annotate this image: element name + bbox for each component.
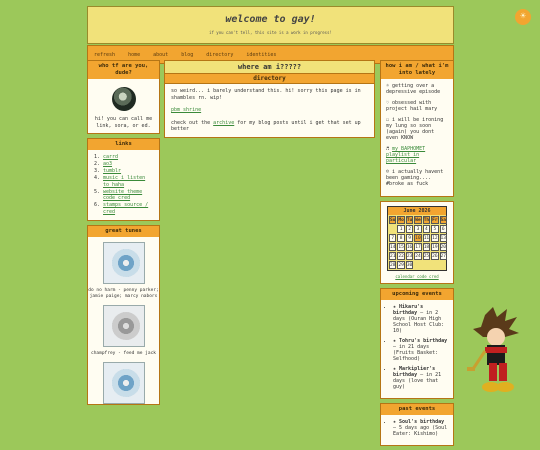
- upcoming-events-box: upcoming events • ★ Hikaru's birthday — in 2 days (Ouran High School Host Club: 10) • ★ Tohru's birthday — in 21 days (Fruits Basket: Selfhood) • ★ Markiplier's birthday — in 21 days (love that guy): [380, 288, 454, 399]
- calendar-credit-link[interactable]: calendar code cred: [395, 274, 439, 279]
- calendar-date-cell[interactable]: 13: [440, 236, 446, 241]
- calendar-date-cell[interactable]: 2: [406, 225, 413, 233]
- whoami-text: hi! you can call me link, sora, or ed.: [94, 116, 153, 129]
- calendar-date-cell[interactable]: 26: [432, 254, 438, 259]
- album-cover-icon: [103, 362, 145, 404]
- link-music[interactable]: music i listen to haha: [103, 175, 146, 188]
- calendar-day-header: Tu: [406, 218, 413, 223]
- calendar-empty-cell: [423, 261, 430, 269]
- link-ao3[interactable]: ao3: [103, 161, 113, 167]
- calendar-date-cell[interactable]: 14: [390, 245, 396, 250]
- calendar-date-cell[interactable]: 29: [398, 263, 404, 268]
- album-cover-icon: [103, 242, 145, 284]
- calendar-day-header: We: [415, 218, 421, 223]
- links-title: links: [88, 139, 159, 150]
- calendar-date-cell[interactable]: 16: [406, 245, 413, 250]
- site-title: welcome to gay!: [225, 14, 316, 25]
- calendar-day-header: Mo: [398, 218, 404, 223]
- character-sprite-icon: [463, 307, 527, 399]
- whoami-box: [87, 60, 160, 134]
- calendar-date-cell[interactable]: 23: [406, 254, 413, 259]
- nav-directory[interactable]: directory: [206, 51, 234, 58]
- calendar-day-header: Su: [390, 218, 396, 223]
- calendar-date-cell[interactable]: 10: [415, 236, 421, 241]
- calendar-empty-cell: [389, 225, 396, 233]
- link-theme-cred[interactable]: website theme code cred: [103, 188, 143, 201]
- calendar-date-cell[interactable]: 15: [398, 245, 404, 250]
- calendar-day-header: Sa: [440, 218, 446, 223]
- status-box: how i am / what i'm into lately ☼ getting over a depressive episode ♡ obsessed with project hail mary ☐ i will be ironing my lung so soon (again) you dont even KNOW ♬ my BAPHOMET playlist in particular ☺ i actually havent been gaming.... #broke as fuck: [380, 60, 454, 197]
- nav-refresh[interactable]: refresh: [94, 51, 116, 58]
- calendar-date-cell[interactable]: 18: [423, 245, 430, 250]
- link-tumblr[interactable]: tumblr: [103, 168, 122, 174]
- calendar-date-cell[interactable]: 1: [397, 225, 404, 233]
- nav-identities[interactable]: identities: [246, 51, 277, 58]
- star-icon: ★: [393, 338, 397, 344]
- tune-caption: do no harm - penny parker; jamie paige; marcy nabors: [88, 287, 159, 299]
- sun-icon: ☼: [386, 83, 390, 89]
- star-icon: ★: [393, 419, 397, 425]
- calendar-date-cell[interactable]: 30: [406, 263, 413, 268]
- status-title: how i am / what i'm into lately: [381, 61, 453, 79]
- site-header: [87, 6, 454, 44]
- calendar-date-cell[interactable]: 7: [389, 234, 396, 242]
- shrine-link[interactable]: pbm shrine: [171, 107, 202, 113]
- archive-link[interactable]: archive: [213, 119, 235, 126]
- calendar-date-cell[interactable]: 19: [432, 245, 438, 250]
- tunes-title: great tunes: [88, 226, 159, 237]
- calendar-date-cell[interactable]: 11: [423, 236, 430, 241]
- archive-line: check out the archive for my blog posts until i get that set up better: [171, 119, 361, 132]
- links-box: [87, 138, 160, 221]
- calendar-date-cell[interactable]: 12: [432, 236, 438, 241]
- calendar-month: June 2026: [388, 207, 446, 215]
- calendar-date-cell[interactable]: 5: [431, 225, 438, 233]
- nav-blog[interactable]: blog: [181, 51, 194, 58]
- tunes-box: [87, 225, 160, 405]
- calendar-date-cell[interactable]: 22: [398, 254, 404, 259]
- center-column: [164, 60, 375, 138]
- right-column: [380, 60, 454, 450]
- calendar-day-header: Th: [423, 218, 430, 223]
- nav-about[interactable]: about: [153, 51, 169, 58]
- star-icon: ★: [393, 304, 397, 310]
- calendar-date-cell[interactable]: 24: [415, 254, 421, 259]
- album-cover-icon: [103, 305, 145, 347]
- box-icon: ☐: [386, 117, 390, 123]
- center-subtitle: directory: [165, 74, 374, 84]
- calendar-date-cell[interactable]: 25: [423, 254, 430, 259]
- left-column: [87, 60, 160, 409]
- link-carrd[interactable]: carrd: [103, 154, 119, 160]
- calendar-box: [380, 201, 454, 284]
- nav-home[interactable]: home: [128, 51, 141, 58]
- avatar: [112, 87, 136, 111]
- center-intro: so weird... i barely understand this. hi! sorry this page is in shambles rn. wip!: [171, 88, 361, 101]
- calendar-empty-cell: [414, 261, 421, 269]
- calendar-date-cell[interactable]: 3: [414, 225, 421, 233]
- calendar-date-cell[interactable]: 27: [440, 254, 446, 259]
- calendar-date-cell[interactable]: 21: [390, 254, 396, 259]
- calendar-empty-cell: [440, 261, 447, 269]
- calendar-date-cell[interactable]: 28: [390, 263, 396, 268]
- calendar-date-cell[interactable]: 9: [406, 234, 413, 242]
- calendar-day-header: Fr: [432, 218, 438, 223]
- link-stamps-cred[interactable]: stamps source / cred: [103, 202, 149, 215]
- upcoming-title: upcoming events: [381, 289, 453, 300]
- site-tagline: if you can't tell, this site is a work in progress!: [209, 30, 332, 35]
- heart-icon: ♡: [386, 100, 390, 106]
- star-icon: ★: [393, 366, 397, 372]
- smile-icon: ☺: [386, 169, 390, 175]
- calendar-date-cell[interactable]: 17: [415, 245, 421, 250]
- center-title: where am i?????: [165, 61, 374, 74]
- calendar: [387, 206, 447, 271]
- calendar-empty-cell: [431, 261, 438, 269]
- theme-toggle-icon[interactable]: ☀: [515, 9, 531, 25]
- calendar-date-cell[interactable]: 20: [440, 245, 446, 250]
- playlist-link[interactable]: my BAPHOMET playlist in particular: [386, 146, 426, 164]
- calendar-date-cell[interactable]: 6: [440, 225, 447, 233]
- calendar-date-cell[interactable]: 8: [397, 234, 404, 242]
- music-note-icon: ♬: [386, 146, 390, 152]
- calendar-date-cell[interactable]: 4: [423, 225, 430, 233]
- whoami-title: who tf are you, dude?: [88, 61, 159, 79]
- calendar-grid: [388, 215, 446, 270]
- tune-caption: champfrey - feed me jack: [90, 350, 157, 356]
- directory-box: [164, 60, 375, 138]
- past-title: past events: [381, 404, 453, 415]
- past-events-box: past events • ★ Soul's birthday — 5 days ago (Soul Eater: Kishimo): [380, 403, 454, 446]
